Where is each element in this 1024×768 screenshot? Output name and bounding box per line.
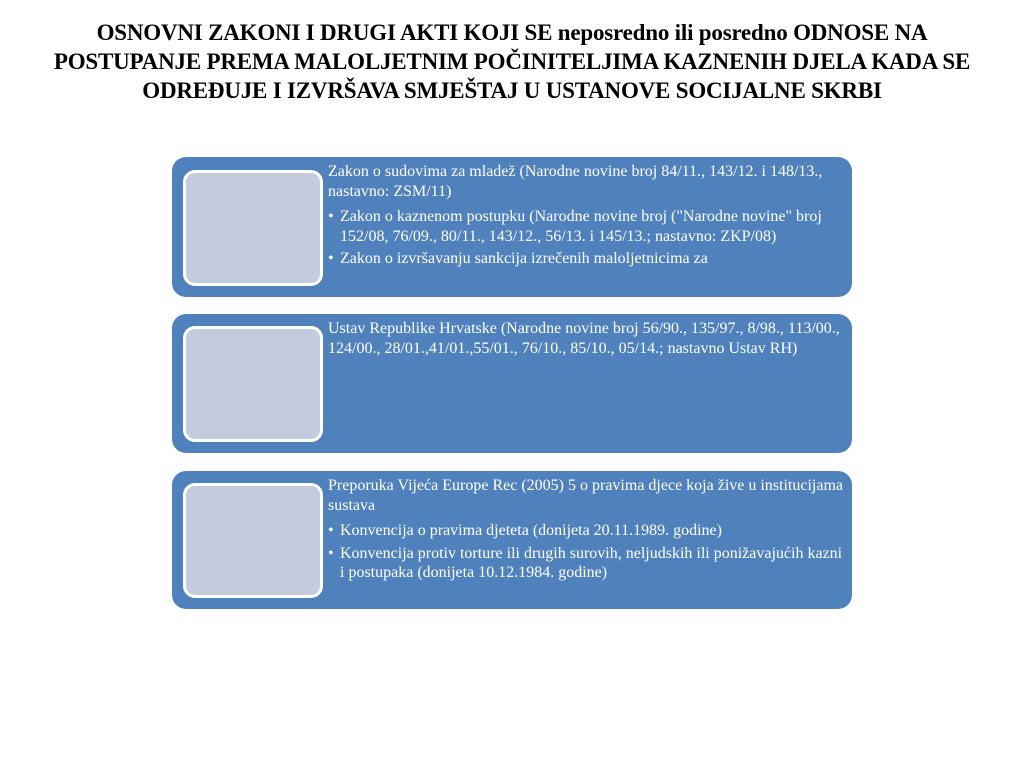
bullet-list (328, 207, 850, 269)
list-item (328, 521, 850, 541)
panel-text (328, 162, 850, 272)
panel-lead-text: Zakon o sudovima za mladež (Narodne novine broj 84/11., 143/12. i 148/13., nastavno: ZSM/11) (328, 163, 823, 200)
list-item-text: Konvencija o pravima djeteta (donijeta 20.11.1989. godine) (340, 522, 722, 539)
panel-text (328, 319, 850, 364)
law-panel-2 (172, 314, 852, 453)
bullet-list (328, 521, 850, 583)
image-placeholder (183, 170, 323, 286)
bullet-icon: • (328, 522, 334, 539)
slide-title: OSNOVNI ZAKONI I DRUGI AKTI KOJI SE neposredno ili posredno ODNOSE NA POSTUPANJE PREMA MALOLJETNIM POČINITELJIMA KAZNENIH DJELA KADA SE ODREĐUJE I IZVRŠAVA SMJEŠTAJ U USTANOVE SOCIJALNE SKRBI (53, 20, 971, 103)
bullet-icon: • (328, 544, 334, 562)
list-item (328, 249, 850, 269)
panel-lead-text: Preporuka Vijeća Europe Rec (2005) 5 o pravima djece koja žive u institucijama sustava (328, 477, 844, 514)
list-item-text: Zakon o izvršavanju sankcija izrečenih maloljetnicima za (340, 250, 708, 267)
image-placeholder (183, 326, 323, 442)
bullet-icon: • (328, 208, 334, 225)
law-panel-1 (172, 157, 852, 297)
list-item (328, 207, 850, 246)
panel-lead-text: Ustav Republike Hrvatske (Narodne novine broj 56/90., 135/97., 8/98., 113/00., 124/00., 28/01.,41/01.,55/01., 76/10., 85/10., 05/14.; nastavno Ustav RH) (328, 320, 840, 357)
list-item-text: Konvencija protiv torture ili drugih surovih, neljudskih ili ponižavajućih kazni i postupaka (donijeta 10.12.1984. godine) (340, 544, 843, 581)
list-item-text: Zakon o kaznenom postupku (Narodne novine broj ("Narodne novine" broj 152/08, 76/09., 80/11., 143/12., 56/13. i 145/13.; nastavno: ZKP/08) (340, 208, 822, 245)
bullet-icon: • (328, 250, 334, 267)
list-item (328, 544, 850, 583)
panel-text (328, 476, 850, 586)
image-placeholder (183, 483, 323, 598)
law-panel-3 (172, 471, 852, 609)
